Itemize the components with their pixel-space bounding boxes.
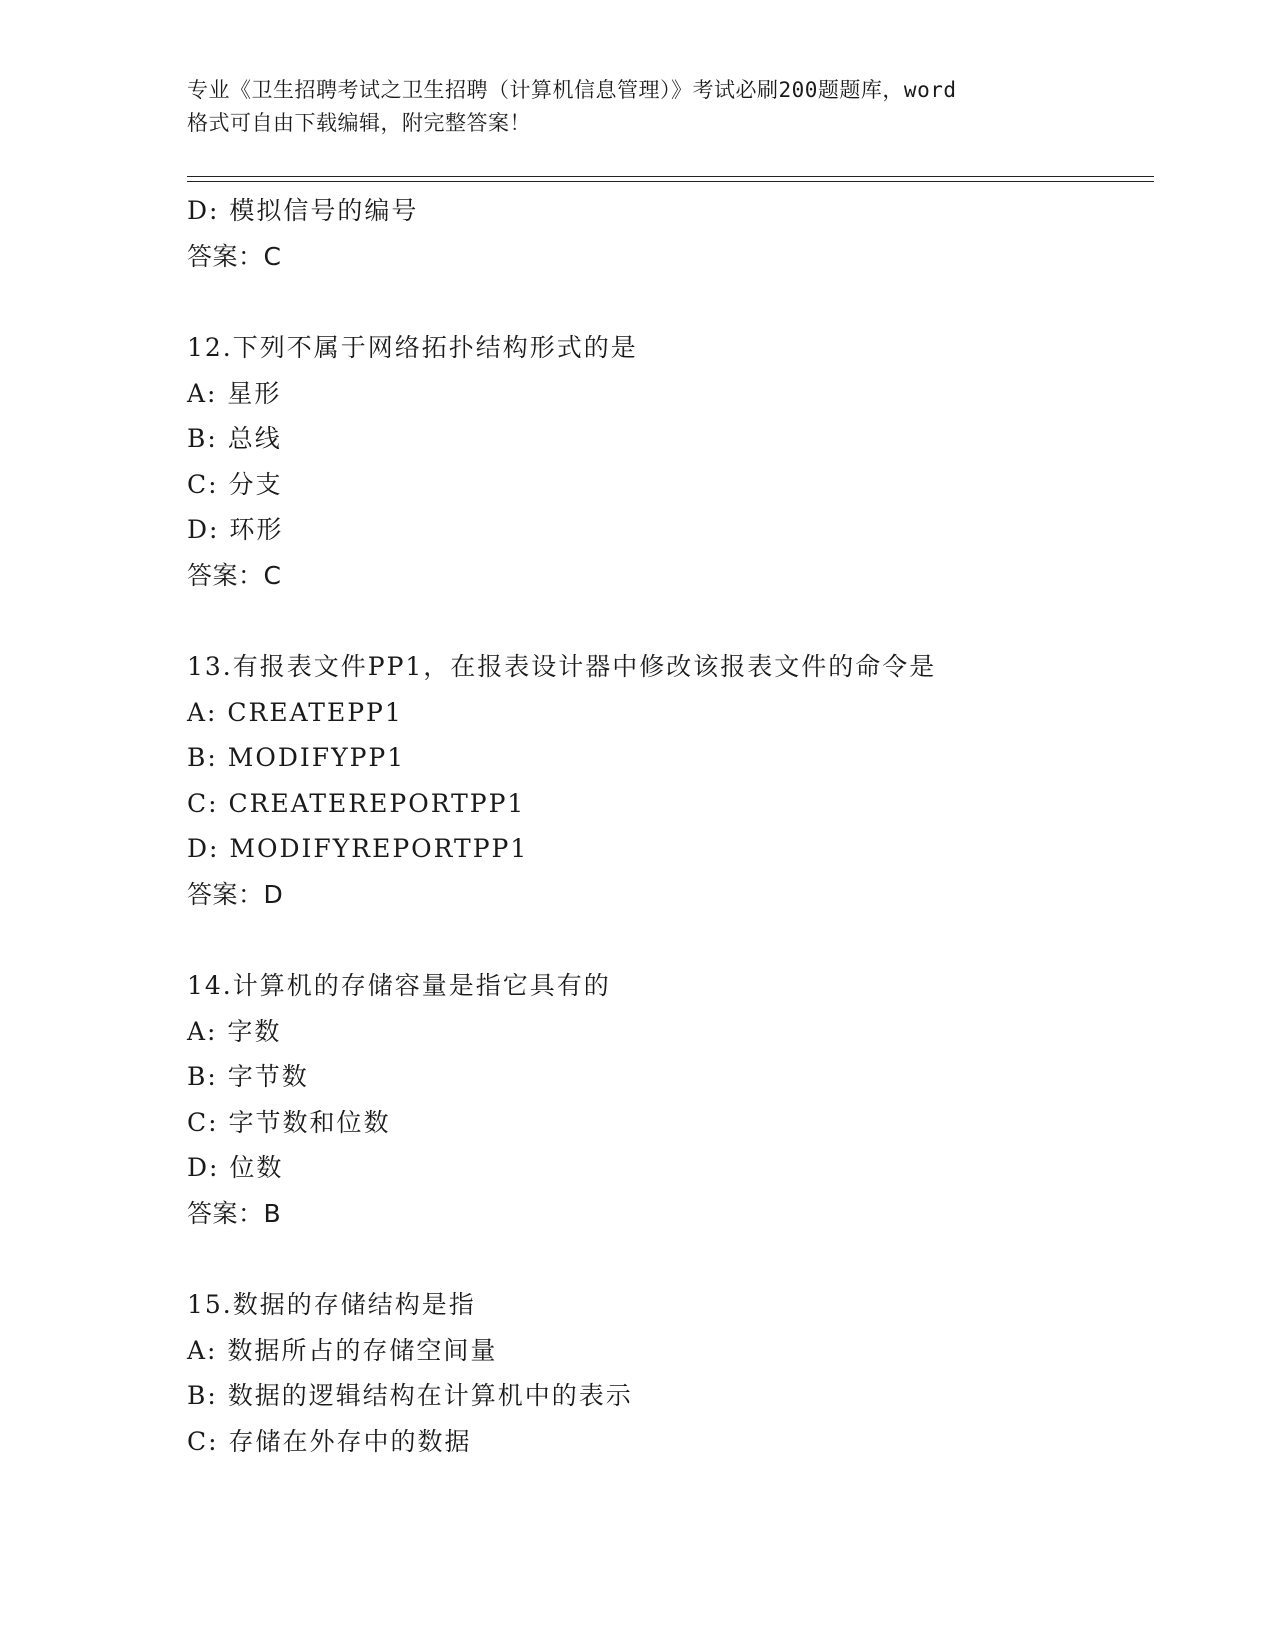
question-stem: 13.有报表文件PP1，在报表设计器中修改该报表文件的命令是: [187, 652, 937, 681]
option-a: A: CREATEPP1: [187, 697, 403, 727]
option-d: D: 环形: [187, 515, 284, 544]
option-c: C: 分支: [187, 469, 283, 499]
question-14: [187, 963, 1147, 1236]
question-list: [187, 188, 1147, 1464]
spacer: [187, 598, 1147, 644]
spacer: [187, 279, 1147, 325]
option-d: D: 模拟信号的编号: [187, 196, 419, 225]
answer: 答案：D: [187, 879, 284, 909]
document-header: [187, 74, 1087, 140]
option-a: A: 字数: [187, 1016, 282, 1046]
option-b: B: MODIFYPP1: [187, 743, 406, 772]
header-line-2: 格式可自由下载编辑，附完整答案！: [187, 111, 531, 135]
option-d: D: MODIFYREPORTPP1: [187, 834, 529, 863]
option-a: A: 数据所占的存储空间量: [187, 1335, 498, 1365]
question-13: [187, 644, 1147, 917]
spacer: [187, 1236, 1147, 1282]
option-c: C: CREATEREPORTPP1: [187, 788, 526, 818]
spacer: [187, 917, 1147, 963]
option-d: D: 位数: [187, 1153, 284, 1182]
question-12: [187, 325, 1147, 598]
question-stem: 15.数据的存储结构是指: [187, 1290, 476, 1319]
option-b: B: 数据的逻辑结构在计算机中的表示: [187, 1381, 633, 1410]
header-line-1: 专业《卫生招聘考试之卫生招聘（计算机信息管理）》考试必刷200题题库，word: [187, 78, 957, 102]
question-stem: 14.计算机的存储容量是指它具有的: [187, 971, 611, 1000]
option-b: B: 字节数: [187, 1062, 309, 1091]
option-c: C: 字节数和位数: [187, 1107, 391, 1137]
header-rule-top: [187, 176, 1154, 177]
option-a: A: 星形: [187, 378, 282, 408]
answer: 答案：B: [187, 1198, 282, 1228]
option-b: B: 总线: [187, 424, 282, 453]
question-stem: 12.下列不属于网络拓扑结构形式的是: [187, 333, 638, 362]
question-15: [187, 1282, 1147, 1464]
answer: 答案：C: [187, 560, 282, 590]
answer: 答案：C: [187, 241, 282, 271]
header-rule-bottom: [187, 181, 1154, 182]
option-c: C: 存储在外存中的数据: [187, 1426, 472, 1456]
